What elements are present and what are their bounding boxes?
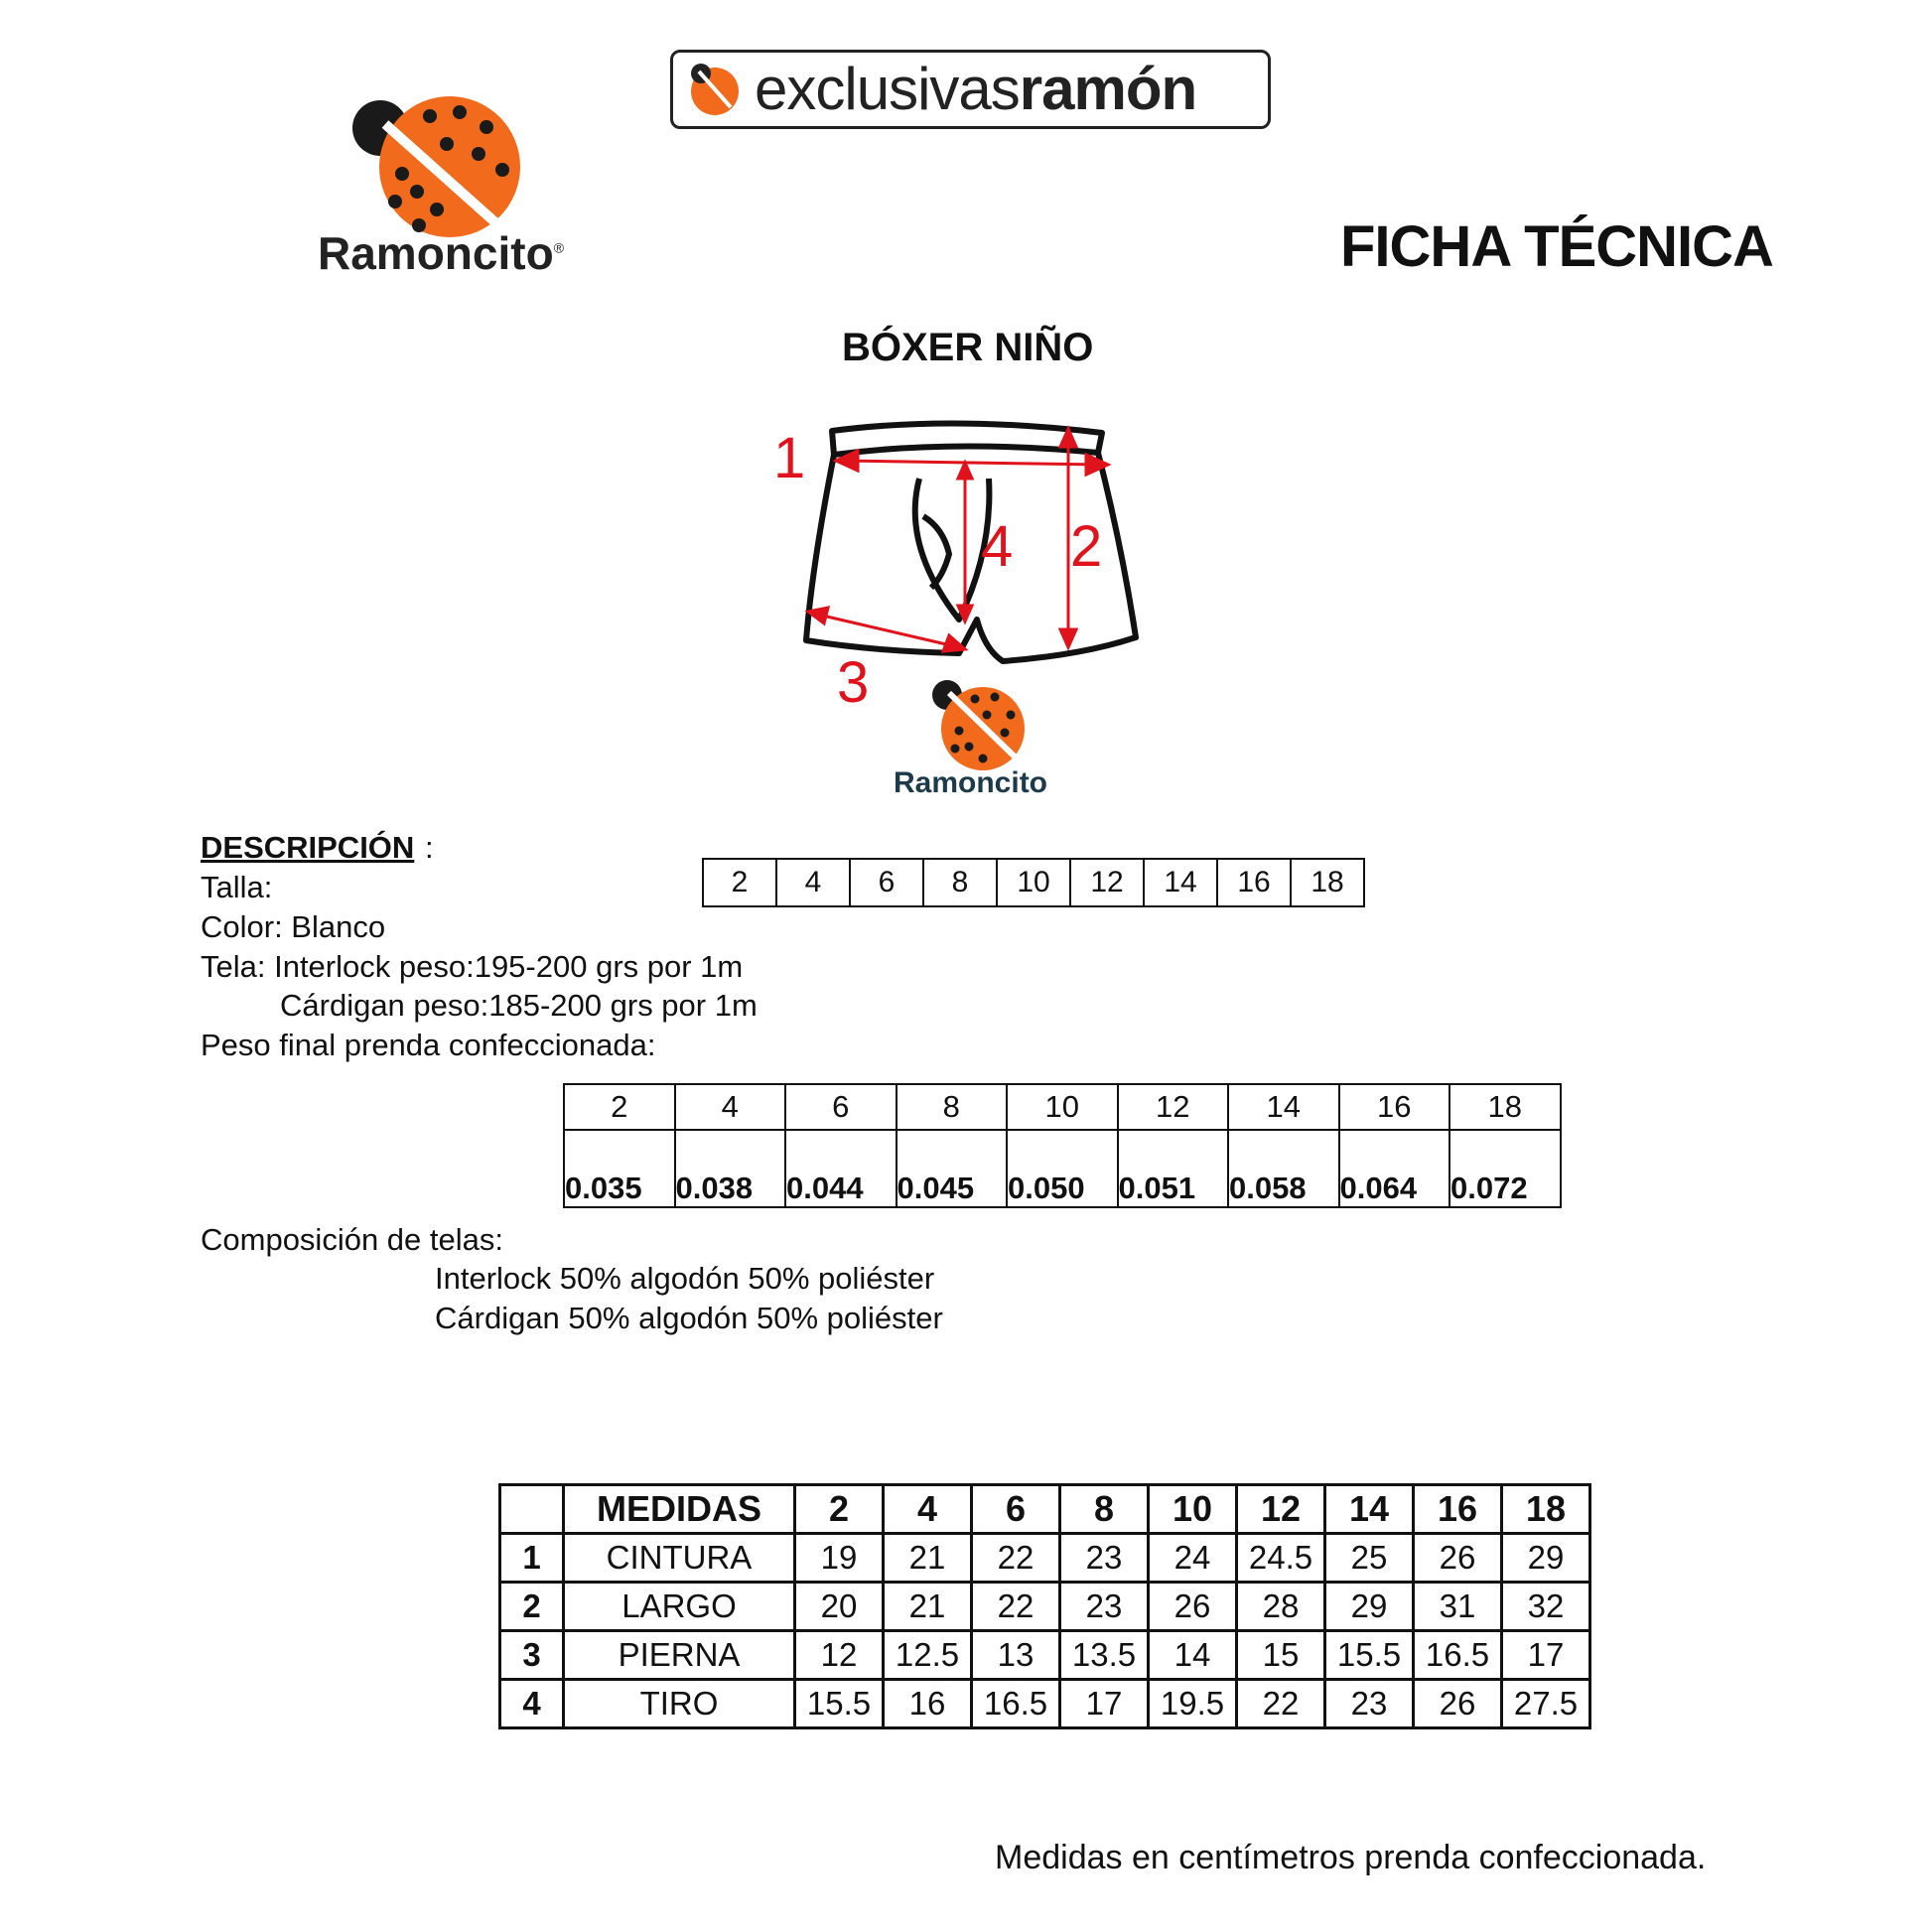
measure-cell: 16 — [884, 1680, 972, 1728]
weight-value-cell: 0.058 — [1228, 1130, 1339, 1207]
size-cell: 2 — [703, 859, 776, 906]
size-cell: 10 — [997, 859, 1070, 906]
doc-title: FICHA TÉCNICA — [1340, 214, 1773, 279]
measure-label-4: 4 — [981, 514, 1014, 579]
measure-cell: 32 — [1502, 1583, 1590, 1631]
weight-size-cell: 12 — [1118, 1084, 1229, 1130]
size-strip-table — [702, 858, 1365, 907]
measures-size-header: 6 — [972, 1485, 1060, 1534]
measure-cell: 16.5 — [1414, 1631, 1502, 1680]
measure-cell: 17 — [1060, 1680, 1149, 1728]
measures-row-cintura — [500, 1534, 1590, 1583]
weight-size-cell: 8 — [897, 1084, 1008, 1130]
size-cell: 8 — [923, 859, 997, 906]
cardigan-line: Cárdigan peso:185-200 grs por 1m — [280, 988, 758, 1023]
measure-cell: 15.5 — [795, 1680, 884, 1728]
size-cell: 18 — [1291, 859, 1364, 906]
color-line: Color: Blanco — [201, 909, 386, 944]
size-cell: 16 — [1217, 859, 1291, 906]
ladybug-icon — [687, 62, 743, 117]
product-title: BÓXER NIÑO — [842, 326, 1094, 369]
measure-cell: 20 — [795, 1583, 884, 1631]
brand-box — [670, 50, 1271, 129]
size-cell: 6 — [850, 859, 923, 906]
measure-cell: 26 — [1149, 1583, 1237, 1631]
measure-cell: 28 — [1237, 1583, 1325, 1631]
measure-cell: 23 — [1060, 1583, 1149, 1631]
measure-cell: 13.5 — [1060, 1631, 1149, 1680]
description-heading: DESCRIPCIÓN — [201, 830, 415, 865]
weight-value-cell: 0.038 — [675, 1130, 786, 1207]
weight-values-row — [564, 1130, 1561, 1207]
measure-cell: 19.5 — [1149, 1680, 1237, 1728]
measure-cell: 27.5 — [1502, 1680, 1590, 1728]
weight-size-cell: 18 — [1449, 1084, 1561, 1130]
measures-size-header: 10 — [1149, 1485, 1237, 1534]
weight-size-cell: 16 — [1339, 1084, 1450, 1130]
row-number: 1 — [500, 1534, 564, 1583]
measures-header-blank — [500, 1485, 564, 1534]
measures-size-header: 18 — [1502, 1485, 1590, 1534]
measure-cell: 22 — [1237, 1680, 1325, 1728]
registered-mark: ® — [553, 239, 565, 256]
talla-label: Talla: — [201, 870, 273, 904]
measures-size-header: 12 — [1237, 1485, 1325, 1534]
measures-header-row — [500, 1485, 1590, 1534]
weight-value-cell: 0.044 — [785, 1130, 897, 1207]
measure-cell: 13 — [972, 1631, 1060, 1680]
row-name: TIRO — [564, 1680, 795, 1728]
weight-value-cell: 0.051 — [1118, 1130, 1229, 1207]
ramoncito-name-text: Ramoncito — [318, 227, 554, 279]
ramoncito-logo-small — [923, 675, 1042, 779]
row-name: CINTURA — [564, 1534, 795, 1583]
weight-size-cell: 4 — [675, 1084, 786, 1130]
weight-table — [563, 1083, 1562, 1208]
measure-label-3: 3 — [837, 650, 870, 715]
measure-cell: 29 — [1502, 1534, 1590, 1583]
measure-cell: 22 — [972, 1534, 1060, 1583]
measure-cell: 15 — [1237, 1631, 1325, 1680]
measure-label-1: 1 — [773, 426, 806, 490]
tela-line: Tela: Interlock peso:195-200 grs por 1m — [201, 949, 744, 984]
measures-size-header: 8 — [1060, 1485, 1149, 1534]
measure-cell: 24 — [1149, 1534, 1237, 1583]
composition-interlock: Interlock 50% algodón 50% poliéster — [435, 1261, 935, 1296]
composition-cardigan: Cárdigan 50% algodón 50% poliéster — [435, 1301, 943, 1335]
measure-cell: 15.5 — [1325, 1631, 1414, 1680]
measures-size-header: 14 — [1325, 1485, 1414, 1534]
measure-cell: 24.5 — [1237, 1534, 1325, 1583]
row-name: LARGO — [564, 1583, 795, 1631]
brand-prefix: exclusivas — [755, 56, 1020, 122]
measure-cell: 29 — [1325, 1583, 1414, 1631]
weight-value-cell: 0.064 — [1339, 1130, 1450, 1207]
size-cell: 12 — [1070, 859, 1144, 906]
row-number: 3 — [500, 1631, 564, 1680]
measure-cell: 26 — [1414, 1680, 1502, 1728]
measure-cell: 16.5 — [972, 1680, 1060, 1728]
measure-cell: 17 — [1502, 1631, 1590, 1680]
size-strip-row — [703, 859, 1364, 906]
weight-size-cell: 6 — [785, 1084, 897, 1130]
weight-value-cell: 0.035 — [564, 1130, 675, 1207]
measure-cell: 31 — [1414, 1583, 1502, 1631]
measure-cell: 25 — [1325, 1534, 1414, 1583]
measures-size-header: 2 — [795, 1485, 884, 1534]
ramoncito-name-small: Ramoncito — [894, 766, 1048, 799]
measure-cell: 12 — [795, 1631, 884, 1680]
description-heading-colon: : — [425, 830, 434, 865]
size-cell: 4 — [776, 859, 850, 906]
weight-value-cell: 0.072 — [1449, 1130, 1561, 1207]
peso-label: Peso final prenda confeccionada: — [201, 1028, 656, 1062]
ramoncito-name — [318, 226, 564, 280]
weight-sizes-row — [564, 1084, 1561, 1130]
measure-cell: 21 — [884, 1534, 972, 1583]
weight-value-cell: 0.045 — [897, 1130, 1008, 1207]
footnote: Medidas en centímetros prenda confeccionada. — [995, 1839, 1707, 1876]
measures-table — [498, 1483, 1591, 1729]
measure-cell: 21 — [884, 1583, 972, 1631]
measure-cell: 19 — [795, 1534, 884, 1583]
measures-header-label: MEDIDAS — [564, 1485, 795, 1534]
boxer-diagram — [755, 417, 1152, 715]
measure-cell: 26 — [1414, 1534, 1502, 1583]
measures-row-largo — [500, 1583, 1590, 1631]
measures-row-tiro — [500, 1680, 1590, 1728]
measure-cell: 23 — [1060, 1534, 1149, 1583]
measure-cell: 12.5 — [884, 1631, 972, 1680]
measures-row-pierna — [500, 1631, 1590, 1680]
brand-bold: ramón — [1019, 56, 1197, 122]
size-cell: 14 — [1144, 859, 1217, 906]
measure-cell: 22 — [972, 1583, 1060, 1631]
weight-size-cell: 14 — [1228, 1084, 1339, 1130]
composition-label: Composición de telas: — [201, 1222, 503, 1257]
measures-size-header: 16 — [1414, 1485, 1502, 1534]
weight-size-cell: 10 — [1007, 1084, 1118, 1130]
weight-size-cell: 2 — [564, 1084, 675, 1130]
weight-value-cell: 0.050 — [1007, 1130, 1118, 1207]
measure-cell: 23 — [1325, 1680, 1414, 1728]
measure-cell: 14 — [1149, 1631, 1237, 1680]
row-number: 4 — [500, 1680, 564, 1728]
measure-label-2: 2 — [1070, 514, 1103, 579]
measures-size-header: 4 — [884, 1485, 972, 1534]
row-number: 2 — [500, 1583, 564, 1631]
row-name: PIERNA — [564, 1631, 795, 1680]
